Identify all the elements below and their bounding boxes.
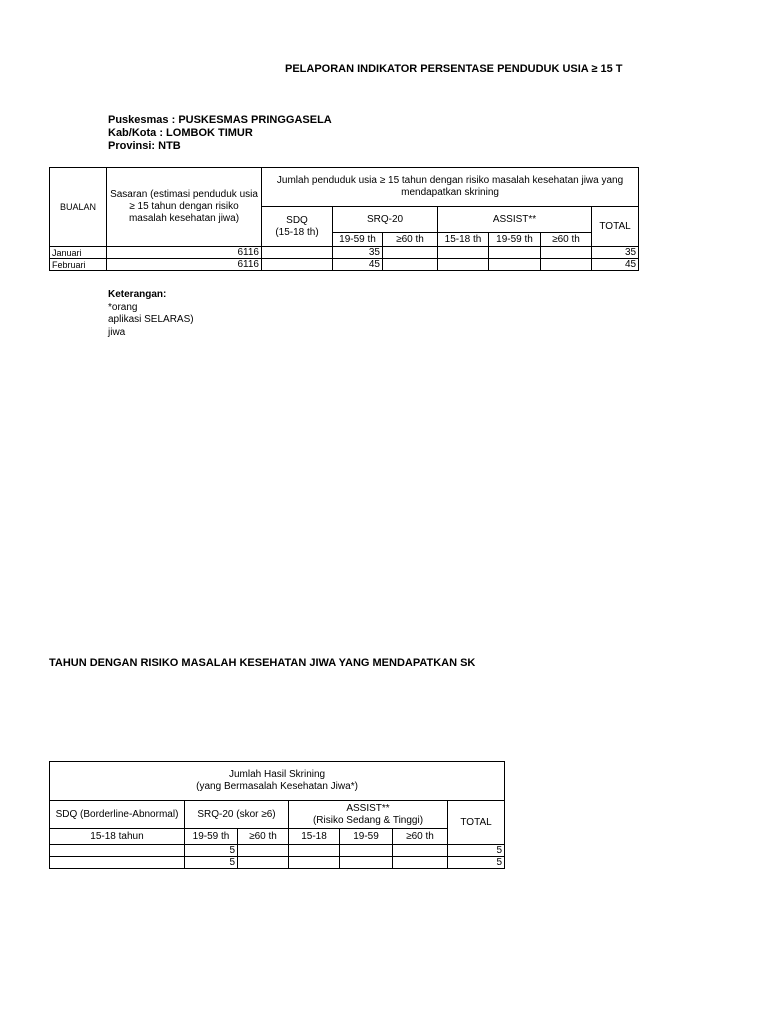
- col-header-srq-19-59: 19-59 th: [333, 233, 383, 247]
- cell-sasaran: 6116: [107, 247, 262, 259]
- notes-line: *orang: [108, 301, 138, 313]
- cell-sdq: [262, 247, 333, 259]
- cell-sdq: [50, 857, 185, 869]
- col-header-srq-19-59: 19-59 th: [185, 829, 238, 845]
- col-header-jumlah: Jumlah penduduk usia ≥ 15 tahun dengan risiko masalah kesehatan jiwa yang mendapatkan skrining: [262, 168, 639, 207]
- col-header-total: TOTAL: [592, 207, 639, 247]
- facility-info: [108, 114, 332, 153]
- col-header-jumlah-hasil: Jumlah Hasil Skrining (yang Bermasalah Kesehatan Jiwa*): [50, 762, 505, 801]
- notes-heading: Keterangan:: [108, 289, 167, 300]
- cell-srq-60: [383, 247, 438, 259]
- col-header-srq: SRQ-20: [333, 207, 438, 233]
- col-header-srq: SRQ-20 (skor ≥6): [185, 801, 289, 829]
- cell-assist-60: [541, 259, 592, 271]
- col-header-assist-19-59: 19-59 th: [489, 233, 541, 247]
- col-header-assist: ASSIST**: [438, 207, 592, 233]
- cell-bulan: Januari: [50, 247, 107, 259]
- cell-srq-60: [238, 845, 289, 857]
- col-header-assist-15-18: 15-18 th: [438, 233, 489, 247]
- col-header-srq-60: ≥60 th: [238, 829, 289, 845]
- report-table-monthly: [49, 167, 639, 271]
- provinsi-label: Provinsi: NTB: [108, 140, 181, 152]
- col-header-sdq-age: 15-18 tahun: [50, 829, 185, 845]
- cell-assist-15-18: [289, 845, 340, 857]
- puskesmas-label: Puskesmas : PUSKESMAS PRINGGASELA: [108, 114, 332, 126]
- screening-results-table: [49, 761, 505, 869]
- cell-assist-60: [393, 857, 448, 869]
- col-header-assist-19-59: 19-59: [340, 829, 393, 845]
- col-header-srq-60: ≥60 th: [383, 233, 438, 247]
- report-title-bottom: TAHUN DENGAN RISIKO MASALAH KESEHATAN JIWA YANG MENDAPATKAN SK: [49, 657, 476, 669]
- cell-assist-19-59: [489, 259, 541, 271]
- cell-srq-19-59: 35: [333, 247, 383, 259]
- col-header-bulan: BUALAN: [50, 168, 107, 247]
- cell-srq-19-59: 45: [333, 259, 383, 271]
- cell-assist-15-18: [438, 259, 489, 271]
- col-header-sasaran: Sasaran (estimasi penduduk usia ≥ 15 tahun dengan risiko masalah kesehatan jiwa): [107, 168, 262, 247]
- table-row: [50, 259, 639, 271]
- col-header-sdq: SDQ (Borderline-Abnormal): [50, 801, 185, 829]
- cell-total: 35: [592, 247, 639, 259]
- cell-assist-15-18: [438, 247, 489, 259]
- cell-assist-60: [541, 247, 592, 259]
- cell-total: 5: [448, 845, 505, 857]
- kabkota-label: Kab/Kota : LOMBOK TIMUR: [108, 127, 253, 139]
- table-row: [50, 845, 505, 857]
- cell-srq-19-59: 5: [185, 845, 238, 857]
- cell-srq-60: [238, 857, 289, 869]
- col-header-total: TOTAL: [448, 801, 505, 845]
- notes-line: jiwa: [108, 326, 126, 338]
- cell-bulan: Februari: [50, 259, 107, 271]
- cell-assist-15-18: [289, 857, 340, 869]
- cell-total: 45: [592, 259, 639, 271]
- table-row: [50, 857, 505, 869]
- cell-srq-19-59: 5: [185, 857, 238, 869]
- col-header-assist-60: ≥60 th: [541, 233, 592, 247]
- notes-block: [108, 289, 194, 339]
- cell-sdq: [50, 845, 185, 857]
- col-header-sdq: SDQ (15-18 th): [262, 207, 333, 247]
- cell-assist-19-59: [340, 845, 393, 857]
- cell-sasaran: 6116: [107, 259, 262, 271]
- cell-assist-19-59: [340, 857, 393, 869]
- notes-line: aplikasi SELARAS): [108, 314, 194, 325]
- cell-srq-60: [383, 259, 438, 271]
- cell-sdq: [262, 259, 333, 271]
- cell-assist-60: [393, 845, 448, 857]
- col-header-assist-60: ≥60 th: [393, 829, 448, 845]
- report-title-top: PELAPORAN INDIKATOR PERSENTASE PENDUDUK USIA ≥ 15 T: [285, 63, 623, 75]
- cell-total: 5: [448, 857, 505, 869]
- col-header-assist-15-18: 15-18: [289, 829, 340, 845]
- table-row: [50, 247, 639, 259]
- cell-assist-19-59: [489, 247, 541, 259]
- col-header-assist: ASSIST** (Risiko Sedang & Tinggi): [289, 801, 448, 829]
